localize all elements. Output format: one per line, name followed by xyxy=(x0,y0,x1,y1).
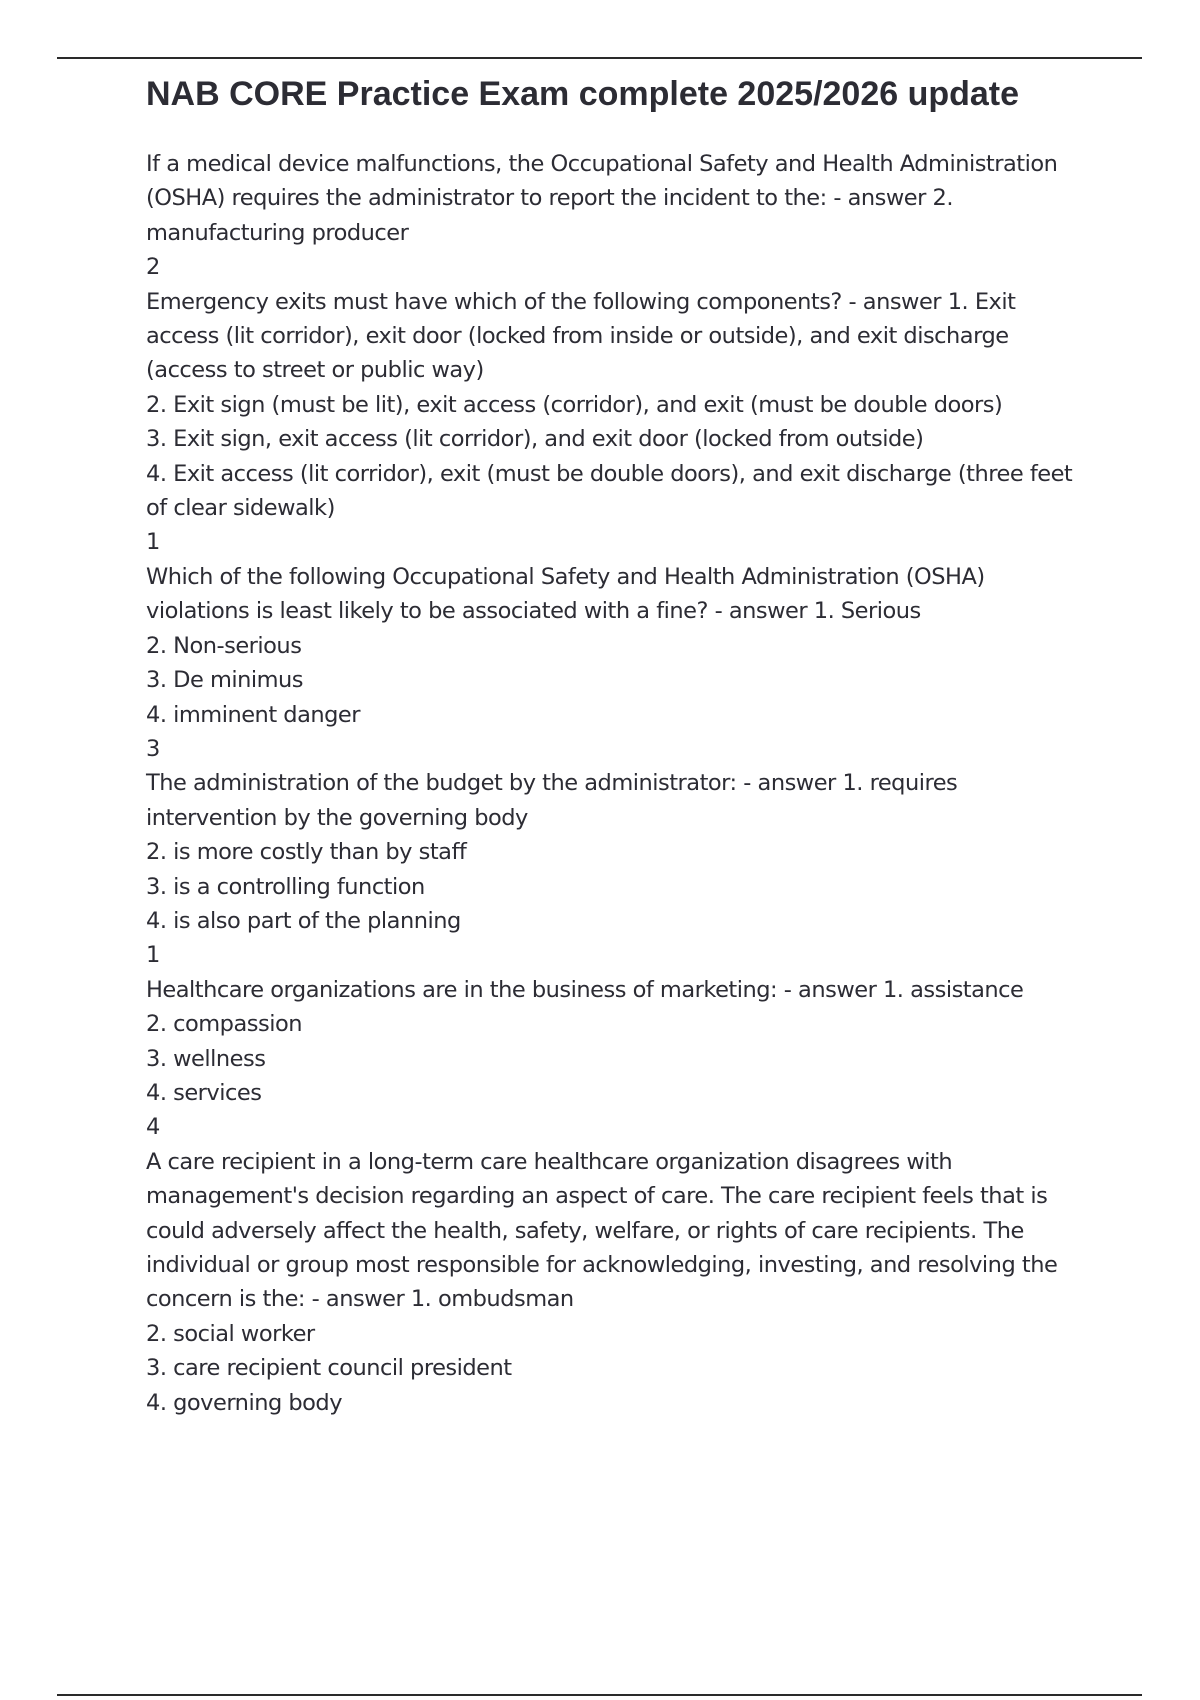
top-divider xyxy=(57,57,1142,59)
answer-option: 2. is more costly than by staff xyxy=(146,839,467,866)
answer-key: 1 xyxy=(146,529,160,556)
answer-option: 4. is also part of the planning xyxy=(146,907,461,934)
question-block xyxy=(146,560,1081,766)
answer-option: 3. is a controlling function xyxy=(146,873,425,900)
answer-option: 4. governing body xyxy=(146,1389,343,1416)
question-text: Healthcare organizations are in the business of marketing: - answer 1. assistance xyxy=(146,976,1024,1003)
answer-key: 3 xyxy=(146,735,160,762)
question-text: Emergency exits must have which of the following components? - answer 1. Exit access (lit corridor), exit door (locked from inside or outside), and exit discharge (access to street or public way) xyxy=(146,288,1016,384)
answer-option: 2. compassion xyxy=(146,1011,302,1038)
answer-option: 3. care recipient council president xyxy=(146,1355,512,1382)
answer-option: 4. Exit access (lit corridor), exit (must be double doors), and exit discharge (three feet of clear sidewalk) xyxy=(146,460,1073,522)
question-block xyxy=(146,766,1081,972)
question-list xyxy=(146,147,1081,1420)
question-text: The administration of the budget by the administrator: - answer 1. requires intervention by the governing body xyxy=(146,770,958,831)
question-block xyxy=(146,285,1081,560)
question-block xyxy=(146,147,1081,285)
answer-option: 3. wellness xyxy=(146,1045,266,1072)
answer-option: 3. Exit sign, exit access (lit corridor), and exit door (locked from outside) xyxy=(146,426,924,453)
answer-option: 2. Non-serious xyxy=(146,632,302,659)
answer-key: 4 xyxy=(146,1114,160,1141)
question-text: If a medical device malfunctions, the Occupational Safety and Health Administration (OSHA) requires the administrator to report the incident to the: - answer 2. manufacturing producer xyxy=(146,151,1058,246)
question-block xyxy=(146,973,1081,1145)
question-text: Which of the following Occupational Safety and Health Administration (OSHA) violations is least likely to be associated with a fine? - answer 1. Serious xyxy=(146,563,985,625)
answer-key: 1 xyxy=(146,942,160,969)
answer-option: 2. Exit sign (must be lit), exit access (corridor), and exit (must be double doors) xyxy=(146,391,1003,418)
question-text: A care recipient in a long-term care healthcare organization disagrees with management's decision regarding an aspect of care. The care recipient feels that is could adversely affect the health, safety, welfare, or rights of care recipients. The individual or group most responsible for acknowledging, investing, and resolving the concern is the: - answer 1. ombudsman xyxy=(146,1148,1058,1313)
answer-option: 4. imminent danger xyxy=(146,701,361,728)
answer-key: 2 xyxy=(146,254,160,281)
question-block xyxy=(146,1145,1081,1420)
answer-option: 4. services xyxy=(146,1079,262,1106)
answer-option: 2. social worker xyxy=(146,1320,315,1347)
bottom-divider xyxy=(57,1694,1142,1696)
document-title: NAB CORE Practice Exam complete 2025/2026 update xyxy=(146,75,1020,113)
answer-option: 3. De minimus xyxy=(146,667,304,694)
